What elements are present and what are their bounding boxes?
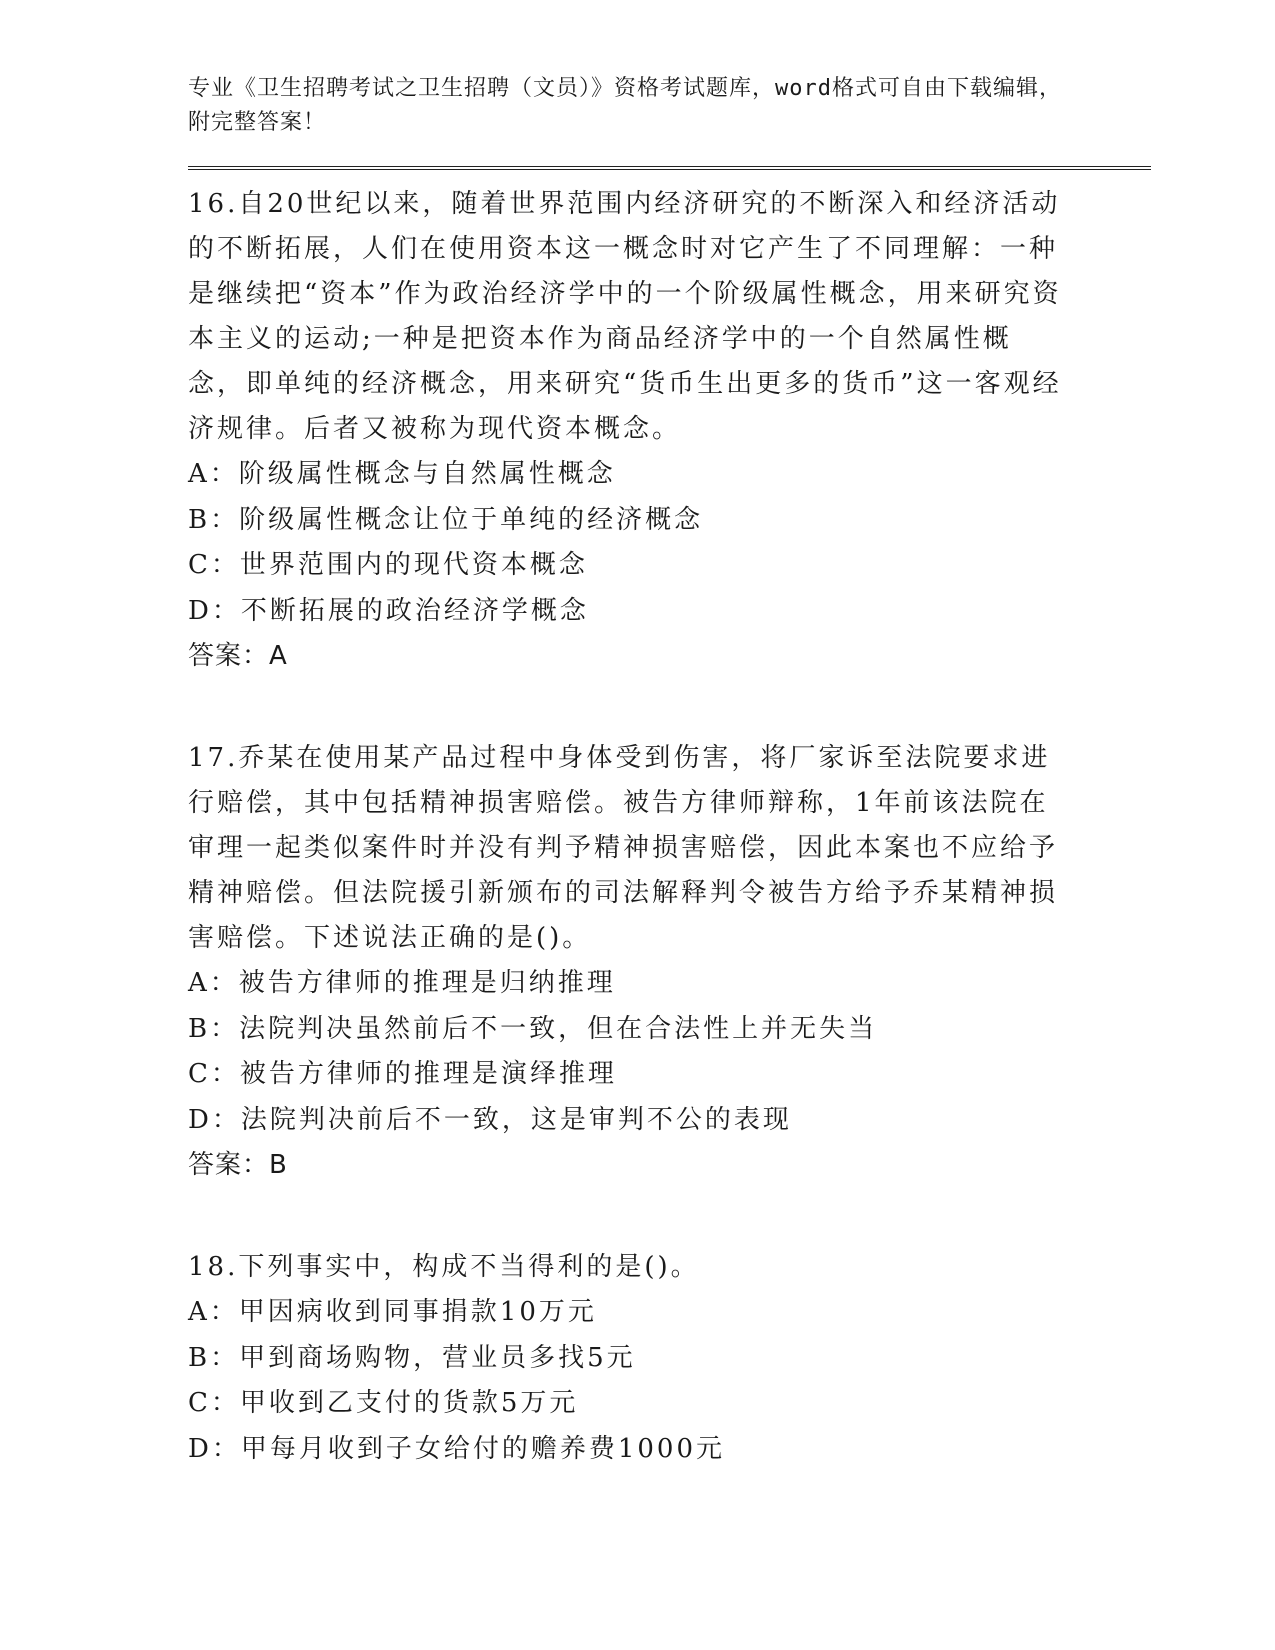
document-page [188,72,1148,1472]
question-stem: 16.自20世纪以来，随着世界范围内经济研究的不断深入和经济活动的不断拓展，人们在使用资本这一概念时对它产生了不同理解：一种是继续把“资本”作为政治经济学中的一个阶级属性概念，用来研究资本主义的运动;一种是把资本作为商品经济学中的一个自然属性概念，即单纯的经济概念，用来研究“货币生出更多的货币”这一客观经济规律。后者又被称为现代资本概念。 [188,189,1062,444]
option-c: C：甲收到乙支付的货款5万元 [188,1388,579,1418]
option-a: A：甲因病收到同事捐款10万元 [188,1297,597,1327]
option-c: C：被告方律师的推理是演绎推理 [188,1059,617,1089]
question-stem: 18.下列事实中，构成不当得利的是()。 [188,1252,700,1282]
option-c: C：世界范围内的现代资本概念 [188,550,588,580]
option-b: B：甲到商场购物，营业员多找5元 [188,1342,636,1373]
question-stem: 17.乔某在使用某产品过程中身体受到伤害，将厂家诉至法院要求进行赔偿，其中包括精神损害赔偿。被告方律师辩称，1年前该法院在审理一起类似案件时并没有判予精神损害赔偿，因此本案也不应给予精神赔偿。但法院援引新颁布的司法解释判令被告方给予乔某精神损害赔偿。下述说法正确的是()。 [188,743,1059,953]
option-d: D：不断拓展的政治经济学概念 [188,595,589,626]
option-b: B：法院判决虽然前后不一致，但在合法性上并无失当 [188,1013,878,1044]
answer-line: 答案：A [188,641,288,671]
question-17 [188,736,1148,1188]
header-divider [188,166,1151,170]
option-a: A：被告方律师的推理是归纳推理 [188,968,616,998]
question-18 [188,1245,1148,1472]
option-d: D：甲每月收到子女给付的赡养费1000元 [188,1433,726,1464]
option-a: A：阶级属性概念与自然属性概念 [188,459,616,489]
answer-line: 答案：B [188,1150,288,1180]
question-16 [188,182,1148,679]
option-b: B：阶级属性概念让位于单纯的经济概念 [188,504,704,535]
document-header: 专业《卫生招聘考试之卫生招聘（文员）》资格考试题库，word格式可自由下载编辑，附完整答案！ [188,76,1062,135]
option-d: D：法院判决前后不一致，这是审判不公的表现 [188,1104,792,1135]
